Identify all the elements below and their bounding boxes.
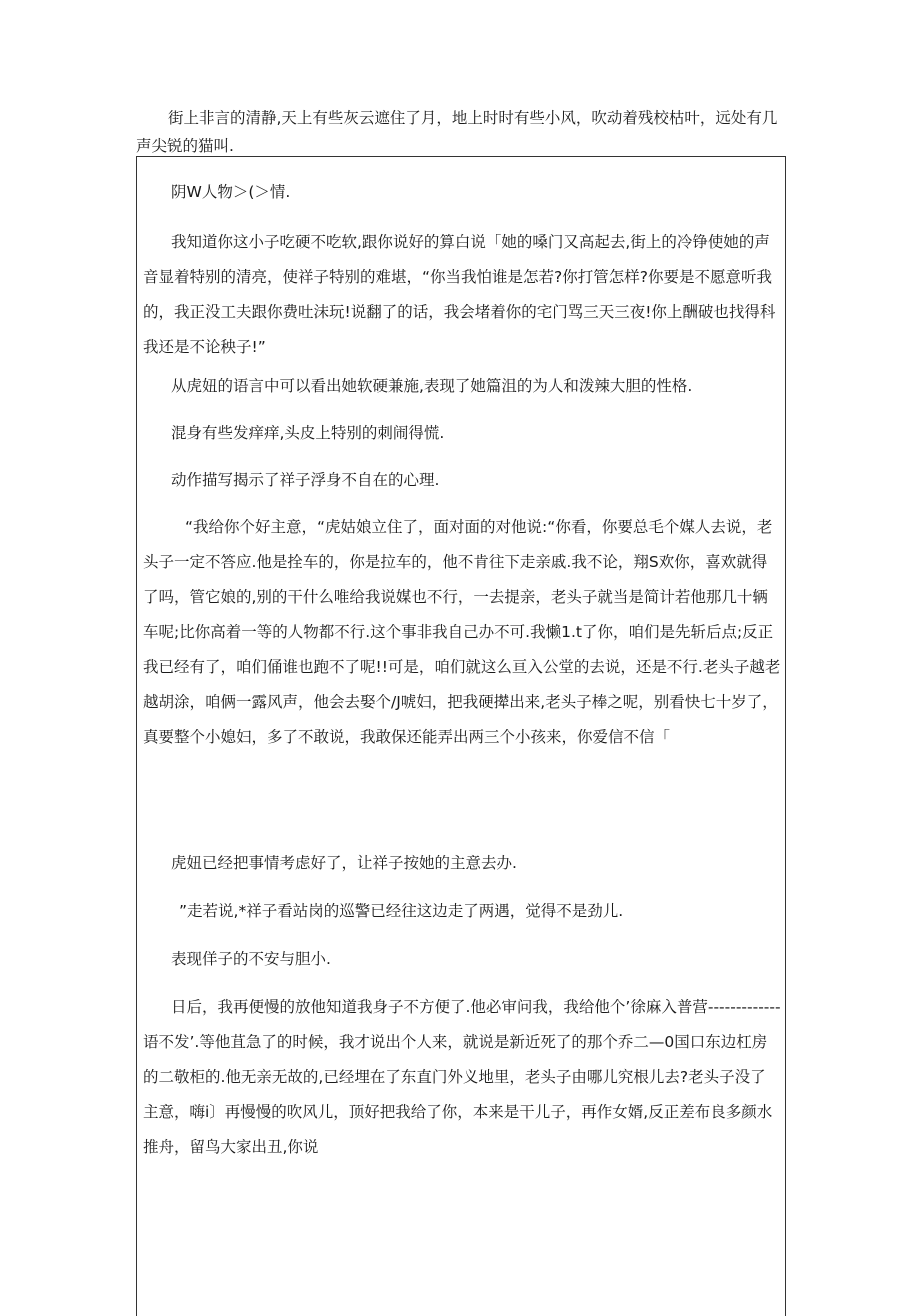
analysis-paragraph-language: 从虎妞的语言中可以看出她软硬兼施,表现了她篇沮的为人和泼辣大胆的性格. [171,377,693,395]
analysis-paragraph-timid: 表现佯子的不安与胆小. [171,950,331,968]
section-heading: 阴W人物＞(＞情. [171,183,291,201]
body-paragraph-plan: “我给你个好主意，“虎姑娘立住了，面对面的对他说:“你看，你要总毛个媒人去说，老头子一定不答应.他是拴车的，你是拉车的，他不肯往下走亲戚.我不论，翔S欢你，喜欢就得了吗，管它娘的,别的干什么唯给我说媒也不行，一去提亲，老头子就当是简计若他那几十辆车呢;比你高着一等的人物都不行.这个事非我自己办不可.我懒1.t了你，咱们是先斩后点;反正我已经有了，咱们俑谁也跑不了呢!!可是，咱们就这么亘入公堂的去说，还是不行.老头子越老越胡涂，咱俩一露风声，他会去娶个/J唬妇，把我硬撵出来,老头子棒之呢，别看快七十岁了，真要整个小媳妇，多了不敢说，我敢保还能弄出两三个小孩来，你爱信不信「 [143,518,781,746]
body-paragraph-later: 日后，我再便慢的放他知道我身子不方便了.他必审问我，我给他个’徐麻入普营-------------语不发’.等他苴急了的时候，我才说出个人来，就说是新近死了的那个乔二—0国口东边杠房的二敬柜的.他无亲无故的,已经埋在了东直门外义地里，老头子由哪儿究根儿去?老头子没了主意，嗨i〕再慢慢的吹风儿，顶好把我给了你，本来是干儿子，再作女婿,反正差布良多颜水推舟，留鸟大家出丑,你说 [143,998,781,1156]
analysis-paragraph-plan: 虎妞已经把事情考虑好了，让祥子按她的主意去办. [171,854,517,872]
body-paragraph-police: ”走若说,*祥子看站岗的巡警已经往这边走了两遇，觉得不是劲儿. [179,902,624,920]
body-paragraph-quote-huniu: 我知道你这小子吃硬不吃软,跟你说好的算白说「她的嗓门又高起去,街上的冷铮使她的声音显着特别的清亮，使祥子特别的难堪，“你当我怕谁是怎若?你打管怎样?你要是不愿意听我的，我正没工夫跟你费吐沫玩!说翻了的话，我会堵着你的宅门骂三天三夜!你上酬破也找得科我还是不论秧子!” [143,233,776,356]
intro-paragraph: 街上非言的清静,天上有些灰云遮住了月，地上时时有些小风，吹动着残校枯叶，远处有几声尖锐的猫叫. [136,109,778,155]
excerpt-table-cell [136,156,786,1316]
analysis-paragraph-action: 动作描写揭示了祥子浮身不自在的心理. [171,471,440,489]
body-paragraph-itchy: 混身有些发痒痒,头皮上特别的刺闹得慌. [171,424,445,442]
